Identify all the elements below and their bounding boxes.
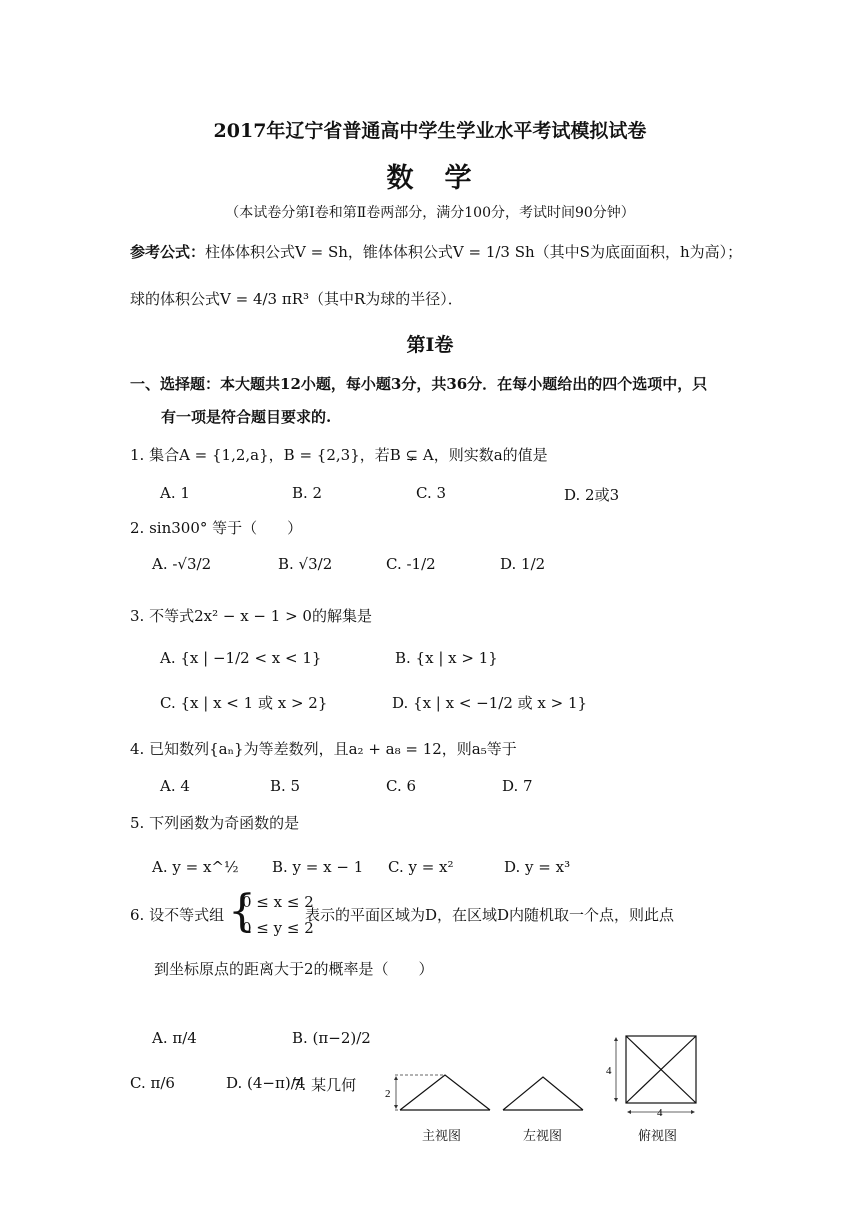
exam-title: 2017年辽宁省普通高中学生学业水平考试模拟试卷 bbox=[213, 120, 647, 142]
q5-option-b: B. y = x − 1 bbox=[272, 858, 364, 876]
q1-option-d: D. 2或3 bbox=[564, 486, 620, 504]
q2-option-b: B. √3/2 bbox=[278, 555, 333, 573]
top-dim-side-label: 4 bbox=[606, 1065, 612, 1077]
section-title: 第Ⅰ卷 bbox=[406, 334, 454, 356]
q6-option-c: C. π/6 bbox=[130, 1074, 175, 1092]
q3-option-b: B. {x | x > 1} bbox=[395, 649, 498, 667]
formula-text-1: 柱体体积公式V = Sh，锥体体积公式V = 1/3 Sh（其中S为底面面积，h为高）； bbox=[205, 243, 743, 261]
front-view-label: 主视图 bbox=[422, 1128, 462, 1143]
front-dim-label: 2 bbox=[385, 1088, 391, 1100]
q6-sys-line2: 0 ≤ y ≤ 2 bbox=[242, 919, 314, 937]
q1-option-a: A. 1 bbox=[160, 484, 190, 502]
q3-option-c: C. {x | x < 1 或 x > 2} bbox=[160, 694, 328, 712]
formula-label: 参考公式： bbox=[130, 243, 206, 261]
top-dim-bottom-label: 4 bbox=[657, 1107, 663, 1119]
q7-stem: 7. 某几何 bbox=[292, 1076, 357, 1094]
q4-stem: 4. 已知数列{aₙ}为等差数列，且a₂ + a₈ = 12，则a₅等于 bbox=[130, 740, 517, 758]
q2-option-c: C. -1/2 bbox=[386, 555, 436, 573]
formula-line1 bbox=[130, 241, 742, 262]
q5-option-a: A. y = x^½ bbox=[152, 858, 239, 876]
q1-option-c: C. 3 bbox=[416, 484, 447, 502]
side-view-triangle bbox=[503, 1077, 583, 1110]
q6-stem-c: 到坐标原点的距离大于2的概率是（ ） bbox=[154, 960, 434, 978]
q4-option-b: B. 5 bbox=[270, 777, 301, 795]
q6-system-brace: { bbox=[228, 886, 256, 937]
q6-stem-b: 表示的平面区域为D，在区域D内随机取一个点，则此点 bbox=[305, 906, 675, 924]
q2-stem: 2. sin300° 等于（ ） bbox=[130, 519, 303, 537]
q2-option-d: D. 1/2 bbox=[500, 555, 546, 573]
q4-option-d: D. 7 bbox=[502, 777, 533, 795]
q6-option-d: D. (4−π)/4 bbox=[226, 1074, 306, 1092]
front-view-triangle bbox=[394, 1075, 490, 1110]
q5-option-d: D. y = x³ bbox=[504, 858, 571, 876]
q1-option-b: B. 2 bbox=[292, 484, 323, 502]
q1-stem: 1. 集合A = {1,2,a}，B = {2,3}，若B ⊊ A，则实数a的值是 bbox=[130, 446, 548, 464]
q4-option-a: A. 4 bbox=[160, 777, 190, 795]
q6-sys-line1: 0 ≤ x ≤ 2 bbox=[242, 893, 314, 911]
top-view-label: 俯视图 bbox=[638, 1128, 678, 1143]
q6-stem-a: 6. 设不等式组 bbox=[130, 906, 225, 924]
q3-option-a: A. {x | −1/2 < x < 1} bbox=[160, 649, 322, 667]
part1-heading-line1: 一、选择题：本大题共12小题，每小题3分，共36分．在每小题给出的四个选项中，只 bbox=[130, 375, 708, 393]
q2-option-a: A. -√3/2 bbox=[152, 555, 212, 573]
top-view-square bbox=[614, 1036, 696, 1114]
part1-heading-line2: 有一项是符合题目要求的. bbox=[161, 408, 332, 426]
q5-option-c: C. y = x² bbox=[388, 858, 454, 876]
formula-line2: 球的体积公式V = 4/3 πR³（其中R为球的半径）． bbox=[130, 290, 463, 308]
q6-option-a: A. π/4 bbox=[152, 1029, 197, 1047]
exam-note: （本试卷分第Ⅰ卷和第Ⅱ卷两部分，满分100分，考试时间90分钟） bbox=[225, 205, 635, 221]
q3-option-d: D. {x | x < −1/2 或 x > 1} bbox=[392, 694, 588, 712]
side-view-label: 左视图 bbox=[523, 1128, 563, 1143]
q6-option-b: B. (π−2)/2 bbox=[292, 1029, 371, 1047]
q5-stem: 5. 下列函数为奇函数的是 bbox=[130, 814, 300, 832]
q4-option-c: C. 6 bbox=[386, 777, 417, 795]
q3-stem: 3. 不等式2x² − x − 1 > 0的解集是 bbox=[130, 607, 372, 625]
subject-title: 数 学 bbox=[386, 163, 474, 194]
